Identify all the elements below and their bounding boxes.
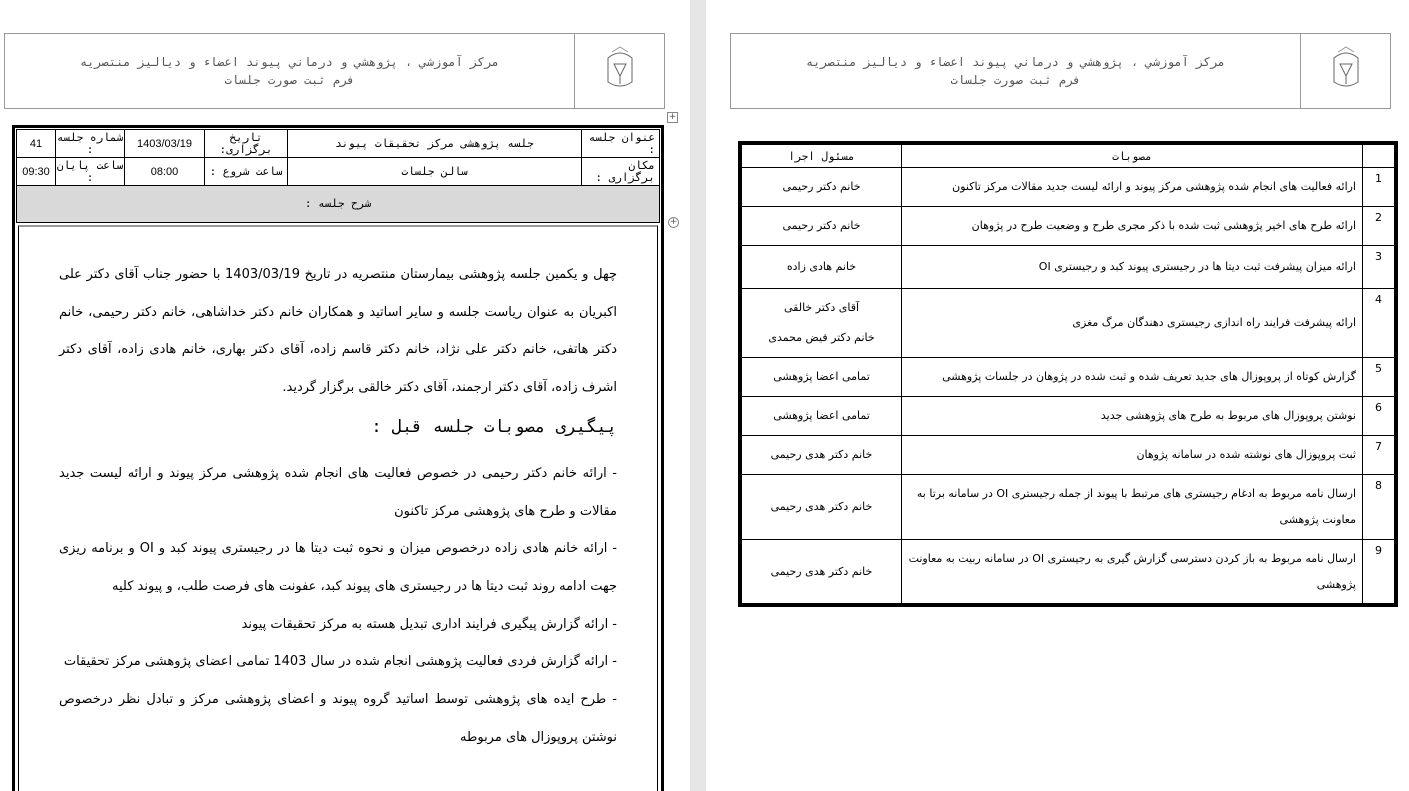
title-label: عنوان جلسه : <box>582 130 660 158</box>
responsible-name: خانم هادی زاده <box>786 260 857 273</box>
decision-text: گزارش کوتاه از پروپوزال های جدید تعریف شده و ثبت شده در پژوهان در جلسات پژوهشی <box>902 358 1363 397</box>
decision-row <box>742 168 1395 207</box>
followup-item: - ارائه خانم دکتر رحیمی در خصوص فعالیت های انجام شده پژوهشی مرکز پیوند و ارائه لیست جدید مقالات و طرح های پژوهشی مرکز تاکنون <box>59 465 617 519</box>
center-name: مرکز آموزشي ، پژوهشي و درماني پيوند اعضاء و ديالیز منتصريه <box>805 55 1226 69</box>
page-left <box>0 0 690 791</box>
row-number: 2 <box>1363 207 1395 246</box>
page-right <box>706 0 1409 791</box>
followup-item: - ارائه گزارش فردی فعالیت پژوهشی انجام شده در سال 1403 تمامی اعضای پژوهشی مرکز تحقیقات <box>63 654 617 670</box>
responsible <box>742 289 902 358</box>
decision-text: ارسال نامه مربوط به باز کردن دسترسی گزارش گیری به رجیستری OI در سامانه ربیت به معاونت پژوهشی <box>902 540 1363 604</box>
responsible-name: خانم دکتر هدی رحیمی <box>770 500 873 513</box>
responsible-name: خانم دکتر فیض محمدی <box>768 331 875 344</box>
meeting-date: 1403/03/19 <box>125 130 205 158</box>
responsible-name: خانم دکتر هدی رحیمی <box>770 564 873 578</box>
followup-heading: پیگیری مصوبات جلسه قبل : <box>371 416 617 437</box>
followup-item: - طرح ایده های پژوهشی توسط اساتید گروه پیوند و اعضای پژوهشی مرکز و تبادل نظر درخصوص نوشتن پروپوزال های مربوطه <box>59 692 617 745</box>
end-label: ساعت پایان : <box>56 158 124 184</box>
page-header <box>730 33 1391 109</box>
place-label: مکان برگزاری : <box>582 158 660 186</box>
decision-row <box>742 358 1395 397</box>
start-label: ساعت شروع : <box>205 158 288 186</box>
decision-text: ارائه میزان پیشرفت ثبت دیتا ها در رجیستری پیوند کبد و رجیستری OI <box>902 246 1363 289</box>
decision-text: ارائه پیشرفت فرایند راه اندازی رجیستری دهندگان مرگ مغزی <box>902 289 1363 358</box>
decision-row <box>742 397 1395 436</box>
university-logo <box>574 34 664 108</box>
decisions-table <box>738 141 1398 607</box>
meeting-description[interactable] <box>18 225 658 791</box>
meeting-title: جلسه پژوهشی مرکز تحقیقات پیوند <box>288 130 582 158</box>
responsible <box>742 475 902 540</box>
decision-row <box>742 540 1395 604</box>
row-number: 3 <box>1363 246 1395 289</box>
form-title: فرم ثبت صورت جلسات <box>224 73 355 87</box>
responsible-name: تمامی اعضا پژوهشی <box>773 370 870 383</box>
number-header <box>1363 145 1395 168</box>
number-label: شماره جلسه : <box>56 130 124 156</box>
insert-row-icon[interactable]: + <box>669 217 678 227</box>
row-number: 6 <box>1363 397 1395 436</box>
responsible-name: خانم دکتر رحیمی <box>782 219 861 232</box>
row-number: 9 <box>1363 540 1395 604</box>
start-time: 08:00 <box>125 158 205 186</box>
responsible <box>742 246 902 289</box>
responsible-name: آقای دکتر خالقی <box>783 301 860 314</box>
center-name: مرکز آموزشي ، پژوهشي و درماني پيوند اعضاء و ديالیز منتصريه <box>79 55 500 69</box>
end-time: 09:30 <box>17 158 56 186</box>
table-move-handle-icon[interactable]: + <box>668 112 677 122</box>
intro-paragraph: چهل و یکمین جلسه پژوهشی بیمارستان منتصریه در تاریخ 1403/03/19 با حضور جناب آقای دکتر علی اکبریان به عنوان ریاست جلسه و سایر اساتید و همکاران خانم دکتر خداشاهی، خانم دکتر رحیمی، خانم دکتر هاتفی، خانم دکتر علی نژاد، خانم دکتر قاسم زاده، آقای دکتر بهاری، خانم هادی زاده، آقای دکتر اشرف زاده، آقای دکتر ارجمند، آقای دکتر خالقی برگزار گردید. <box>59 267 617 396</box>
form-title: فرم ثبت صورت جلسات <box>950 73 1081 87</box>
meeting-info-table <box>12 125 664 791</box>
responsible <box>742 436 902 475</box>
responsible <box>742 540 902 604</box>
date-label: تاریخ برگزاری: <box>205 130 288 158</box>
decision-text: ارائه طرح های اخیر پژوهشی ثبت شده با ذکر مجری طرح و وضعیت طرح در پژوهان <box>902 207 1363 246</box>
responsible <box>742 168 902 207</box>
followup-item: - ارائه گزارش پیگیری فرایند اداری تبدیل هسته به مرکز تحقیقات پیوند <box>241 616 617 632</box>
decision-row <box>742 246 1395 289</box>
responsible <box>742 207 902 246</box>
responsible <box>742 358 902 397</box>
row-number: 8 <box>1363 475 1395 540</box>
decisions-header: مصوبات <box>902 145 1363 168</box>
decision-row <box>742 475 1395 540</box>
decision-row <box>742 207 1395 246</box>
responsible <box>742 397 902 436</box>
meeting-place: سالن جلسات <box>288 158 582 186</box>
responsible-name: خانم دکتر رحیمی <box>782 180 861 193</box>
decision-text: ارائه فعالیت های انجام شده پژوهشی مرکز پیوند و ارائه لیست جدید مقالات مرکز تاکنون <box>902 168 1363 207</box>
university-logo <box>1300 34 1390 108</box>
responsible-name: تمامی اعضا پژوهشی <box>773 409 870 422</box>
decision-text: ارسال نامه مربوط به ادغام رجیستری های مرتبط با پیوند از جمله رجیستری OI در سامانه برتا به معاونت پژوهشی <box>902 475 1363 540</box>
decision-row <box>742 289 1395 358</box>
responsible-header: مسئول اجرا <box>742 145 902 168</box>
row-number: 7 <box>1363 436 1395 475</box>
row-number: 1 <box>1363 168 1395 207</box>
decision-text: نوشتن پروپوزال های مربوط به طرح های پژوهشی جدید <box>902 397 1363 436</box>
description-label: شرح جلسه : <box>17 186 660 223</box>
responsible-name: خانم دکتر هدی رحیمی <box>770 448 873 461</box>
page-header <box>4 33 665 109</box>
row-number: 4 <box>1363 289 1395 358</box>
row-number: 5 <box>1363 358 1395 397</box>
followup-item: - ارائه خانم هادی زاده درخصوص میزان و نحوه ثبت دیتا ها در رجیستری پیوند کبد و OI و برنامه ریزی جهت ادامه روند ثبت دیتا ها در رجیستری های پیوند کبد، عفونت های فرصت طلب، و پیوند کلیه <box>59 541 617 594</box>
decision-text: ثبت پروپوزال های نوشته شده در سامانه پژوهان <box>902 436 1363 475</box>
decision-row <box>742 436 1395 475</box>
meeting-number: 41 <box>17 130 56 158</box>
